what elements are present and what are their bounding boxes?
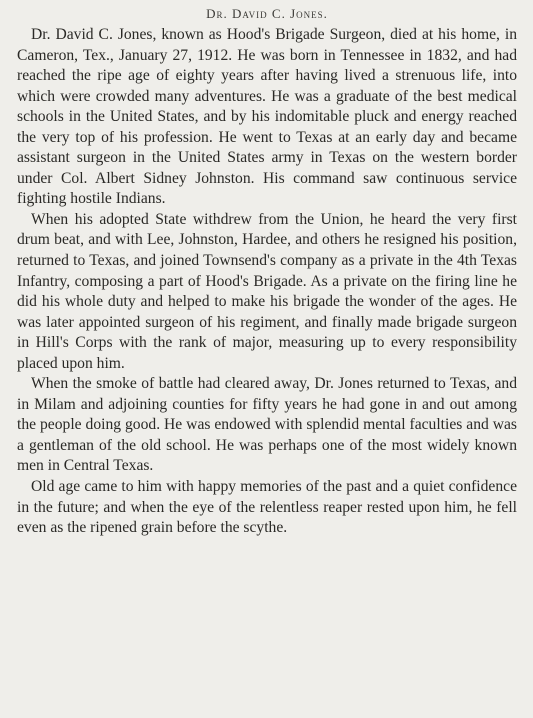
paragraph-1: Dr. David C. Jones, known as Hood's Brigade Surgeon, died at his home, in Cameron, Tex., January 27, 1912. He was born in Tennessee in 1832, and had reached the ripe age of eighty years after having lived a strenuous life, into which were crowded many adventures. He was a graduate of the best medical schools in the United States, and by his indomitable pluck and energy reached the very top of his profession. He went to Texas at an early day and became assistant surgeon in the United States army in Texas on the western border under Col. Albert Sidney Johnston. His command saw continuous service fighting hostile Indians. bbox=[17, 26, 517, 208]
paragraph-2: When his adopted State withdrew from the Union, he heard the very first drum beat, and with Lee, Johnston, Hardee, and others he resigned his position, returned to Texas, and joined Townsend's company as a private in the 4th Texas Infantry, composing a part of Hood's Brigade. As a private on the firing line he did his whole duty and helped to make his brigade the wonder of the ages. He was later appointed surgeon of his regiment, and finally made brigade surgeon in Hill's Corps with the rank of major, measuring up to every responsibility placed upon him. bbox=[17, 210, 517, 372]
paragraph-3: When the smoke of battle had cleared away, Dr. Jones returned to Texas, and in Milam and adjoining counties for fifty years he had gone in and out among the people doing good. He was endowed with splendid mental faculties and was a gentleman of the old school. He was perhaps one of the most widely known men in Central Texas. bbox=[17, 375, 517, 475]
article-title: Dr. David C. Jones. bbox=[206, 6, 328, 21]
paragraph-4: Old age came to him with happy memories of the past and a quiet confidence in the future; and when the eye of the relentless reaper rested upon him, he fell even as the ripened grain before the scythe. bbox=[17, 478, 517, 537]
